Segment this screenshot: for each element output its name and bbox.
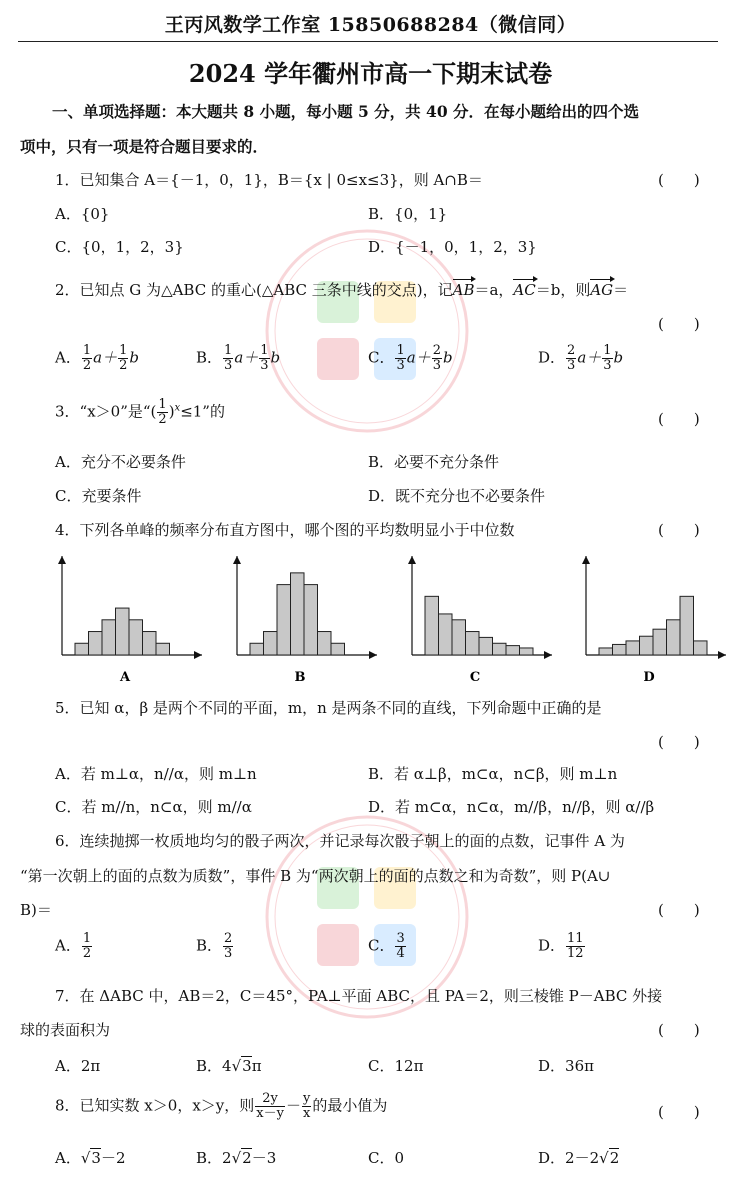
histogram-bar — [694, 641, 708, 655]
histogram-bar — [143, 632, 157, 655]
x-axis-arrow — [369, 651, 377, 659]
q4-stem: 4．下列各单峰的频率分布直方图中，哪个图的平均数明显小于中位数 — [55, 521, 515, 539]
q6-option-c: C． $\frac{3}{4}$ — [368, 931, 405, 961]
q6-option-b: B． $\frac{2}{3}$ — [196, 931, 233, 961]
histogram-bar — [331, 643, 345, 655]
q1-stem: 1．已知集合 A＝{－1，0，1}，B＝{x | 0≤x≤3}，则 A∩B＝ — [55, 171, 483, 189]
q6-stem-line2: “第一次朝上的面的点数为质数”，事件 B 为“两次朝上的面的点数之和为奇数”，则 P(A∪ — [20, 867, 611, 885]
header-rule — [18, 41, 718, 42]
q6-stem-line1: 6．连续抛掷一枚质地均匀的骰子两次，并记录每次骰子朝上的面的点数，记事件 A 为 — [55, 832, 625, 850]
section-heading-line2: 项中，只有一项是符合题目要求的． — [20, 137, 269, 156]
histogram-bar — [277, 585, 291, 655]
q7-stem-line1: 7．在 ΔABC 中，AB＝2，C＝45°，PA⊥平面 ABC，且 PA＝2，则三棱锥 P－ABC 外接 — [55, 987, 663, 1005]
histogram-bar — [613, 644, 627, 655]
q3-option-b: B．必要不充分条件 — [368, 453, 500, 471]
histogram-label: C — [469, 670, 481, 685]
histogram-D — [582, 556, 726, 685]
x-axis-arrow — [194, 651, 202, 659]
q7-option-b: B．4√3π — [196, 1057, 262, 1075]
q6-stem-line3: B)＝ — [20, 901, 52, 919]
q7-stem-line2: 球的表面积为 — [20, 1021, 111, 1039]
q1-option-c: C．{0，1，2，3} — [55, 238, 184, 256]
histogram-bar — [466, 632, 480, 655]
histogram-bar — [439, 614, 453, 655]
q8-option-d: D．2－2√2 — [538, 1149, 620, 1167]
histogram-C — [408, 556, 552, 685]
histogram-label: A — [119, 670, 131, 685]
q5-stem: 5．已知 α，β 是两个不同的平面，m，n 是两条不同的直线，下列命题中正确的是 — [55, 699, 602, 717]
histogram-A — [58, 556, 202, 685]
exam-title: 2024 学年衢州市高一下期末试卷 — [188, 59, 553, 88]
histogram-bar — [156, 643, 170, 655]
q5-option-c: C．若 m//n，n⊂α，则 m//α — [55, 798, 252, 816]
q7-answer-paren: ( ) — [658, 1021, 700, 1039]
q5-option-b: B．若 α⊥β，m⊂α，n⊂β，则 m⊥n — [368, 765, 618, 783]
q3-option-c: C．充要条件 — [55, 487, 142, 505]
q2-option-d: D． $\frac{2}{3}$ a＋ $\frac{1}{3}$ b — [538, 343, 624, 373]
q3-option-d: D．既不充分也不必要条件 — [368, 487, 546, 505]
q4-answer-paren: ( ) — [658, 521, 700, 539]
histogram-bar — [667, 620, 681, 655]
q2-option-a: A． $\frac{1}{2}$ a＋ $\frac{1}{2}$ b — [55, 343, 139, 373]
q8-stem: 8．已知实数 x＞0，x＞y，则 $\frac{2y}{x-y}$ － $\frac{y}{x}$ 的最小值为 — [55, 1091, 388, 1121]
histogram-bar — [89, 632, 103, 655]
q2-answer-paren: ( ) — [658, 315, 700, 333]
y-axis-arrow — [408, 556, 416, 564]
histogram-bar — [129, 620, 143, 655]
q8-option-c: C．0 — [368, 1149, 405, 1167]
q1-option-d: D．{－1，0，1，2，3} — [368, 238, 537, 256]
histogram-bar — [425, 596, 439, 655]
q3-answer-paren: ( ) — [658, 410, 700, 428]
histogram-label: B — [294, 670, 306, 685]
q5-option-d: D．若 m⊂α，n⊂α，m//β，n//β，则 α//β — [368, 798, 655, 816]
histogram-bar — [250, 643, 264, 655]
q6-option-d: D． $\frac{11}{12}$ — [538, 931, 584, 961]
histogram-bar — [626, 641, 640, 655]
q5-option-a: A．若 m⊥α，n//α，则 m⊥n — [55, 765, 257, 783]
histogram-bar — [653, 629, 667, 655]
q2-option-c: C． $\frac{1}{3}$ a＋ $\frac{2}{3}$ b — [368, 343, 453, 373]
page-header: 王丙风数学工作室 15850688284（微信同） — [164, 14, 577, 36]
q7-option-d: D．36π — [538, 1057, 594, 1075]
histogram-bar — [520, 648, 534, 655]
histogram-bar — [479, 637, 493, 655]
q3-stem: 3．“x＞0”是“( $\frac{1}{2}$ )$^x$≤1”的 — [55, 397, 225, 427]
watermark-seal — [262, 226, 472, 436]
q7-option-c: C．12π — [368, 1057, 424, 1075]
q6-answer-paren: ( ) — [658, 901, 700, 919]
histogram-bar — [318, 632, 332, 655]
q5-answer-paren: ( ) — [658, 733, 700, 751]
q7-option-a: A．2π — [55, 1057, 101, 1075]
x-axis-arrow — [544, 651, 552, 659]
histogram-bar — [452, 620, 466, 655]
histogram-bar — [506, 646, 520, 655]
histogram-bar — [493, 643, 507, 655]
histogram-bar — [75, 643, 89, 655]
q3-option-a: A．充分不必要条件 — [55, 453, 186, 471]
q1-option-a: A．{0} — [55, 205, 110, 223]
q2-option-b: B． $\frac{1}{3}$ a＋ $\frac{1}{3}$ b — [196, 343, 281, 373]
histogram-bar — [680, 596, 694, 655]
histogram-bar — [116, 608, 130, 655]
histogram-bar — [640, 636, 654, 655]
histogram-bar — [599, 648, 613, 655]
histogram-bar — [291, 573, 305, 655]
q8-option-a: A．√3－2 — [55, 1149, 126, 1167]
q1-option-b: B．{0，1} — [368, 205, 448, 223]
histogram-B — [233, 556, 377, 685]
q1-answer-paren: ( ) — [658, 171, 700, 189]
histograms-figure — [0, 548, 741, 688]
histogram-bar — [304, 585, 318, 655]
q6-option-a: A． $\frac{1}{2}$ — [55, 931, 92, 961]
q2-stem: 2．已知点 G 为△ABC 的重心(△ABC 三条中线的交点)，记AB＝a，AC＝b，则AG＝ — [55, 281, 629, 299]
y-axis-arrow — [58, 556, 66, 564]
histogram-bar — [102, 620, 116, 655]
section-heading-line1: 一、单项选择题：本大题共 8 小题，每小题 5 分，共 40 分．在每小题给出的四个选 — [52, 102, 640, 121]
histogram-label: D — [643, 670, 655, 685]
y-axis-arrow — [582, 556, 590, 564]
y-axis-arrow — [233, 556, 241, 564]
histogram-bar — [264, 632, 278, 655]
q8-option-b: B．2√2－3 — [196, 1149, 277, 1167]
q8-answer-paren: ( ) — [658, 1103, 700, 1121]
x-axis-arrow — [718, 651, 726, 659]
